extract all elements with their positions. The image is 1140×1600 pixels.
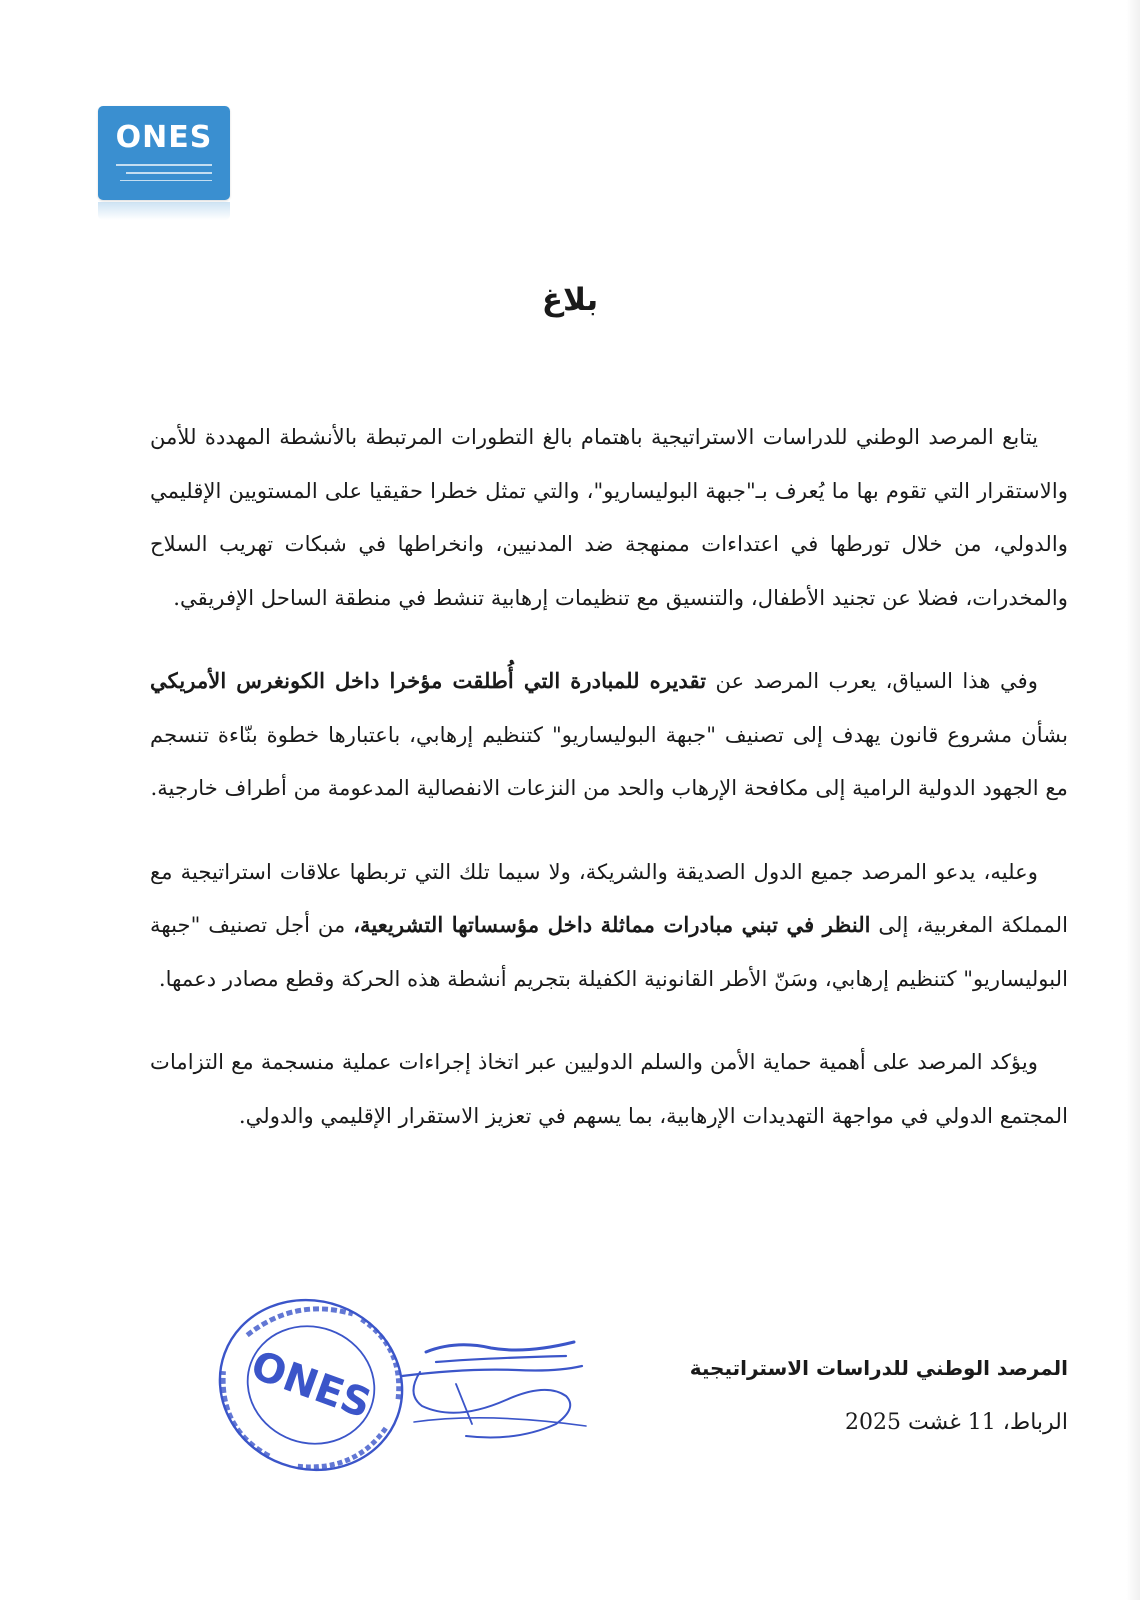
bold-text-segment: تقديره للمبادرة التي أُطلقت مؤخرا داخل الكونغرس الأمريكي xyxy=(150,668,707,693)
logo-text: ONES xyxy=(115,120,213,155)
logo-subtitle-line xyxy=(120,180,212,181)
body-paragraph xyxy=(150,845,1068,1006)
handwritten-signature xyxy=(396,1332,606,1452)
document-body xyxy=(150,410,1068,1172)
page-edge-shadow xyxy=(1126,0,1140,1600)
text-segment: بشأن مشروع قانون يهدف إلى تصنيف "جبهة البوليساريو" كتنظيم إرهابي، باعتبارها خطوة بنّاءة تنسجم مع الجهود الدولية الرامية إلى مكافحة الإرهاب والحد من النزعات الانفصالية المدعومة من أطراف خارجية. xyxy=(150,721,1068,800)
ones-logo xyxy=(98,106,230,200)
logo-subtitle-line xyxy=(116,164,212,166)
logo-subtitle-line xyxy=(126,172,212,174)
document-date: الرباط، 11 غشت 2025 xyxy=(845,1410,1068,1435)
body-paragraph xyxy=(150,410,1068,624)
text-segment: من أجل تصنيف "جبهة البوليساريو" كتنظيم إرهابي، وسَنّ الأطر القانونية الكفيلة بتجريم أنشطة هذه الحركة وقطع مصادر دعمها. xyxy=(150,912,1068,991)
body-paragraph xyxy=(150,654,1068,815)
body-paragraph xyxy=(150,1035,1068,1142)
bold-text-segment: النظر في تبني مبادرات مماثلة داخل مؤسساتها التشريعية، xyxy=(353,912,871,937)
text-segment: وفي هذا السياق، يعرب المرصد عن xyxy=(706,668,1039,693)
signatory-organization: المرصد الوطني للدراسات الاستراتيجية xyxy=(689,1356,1068,1380)
text-segment: ويؤكد المرصد على أهمية حماية الأمن والسلم الدوليين عبر اتخاذ إجراءات عملية منسجمة مع التزامات المجتمع الدولي في مواجهة التهديدات الإرهابية، بما يسهم في تعزيز الاستقرار الإقليمي والدولي. xyxy=(150,1049,1068,1128)
stamp-logo-text: ONES xyxy=(245,1342,377,1428)
logo-reflection xyxy=(98,202,230,220)
document-title: بلاغ xyxy=(541,282,599,318)
text-segment: وعليه، يدعو المرصد جميع الدول الصديقة والشريكة، ولا سيما تلك التي تربطها علاقات استراتيجية مع المملكة المغربية، إلى xyxy=(150,858,1068,937)
text-segment: يتابع المرصد الوطني للدراسات الاستراتيجية باهتمام بالغ التطورات المرتبطة بالأنشطة المهددة للأمن والاستقرار التي تقوم بها ما يُعرف بـ"جبهة البوليساريو"، والتي تمثل خطرا حقيقيا على المستويين الإقليمي والدولي، من خلال تورطها في اعتداءات ممنهجة ضد المدنيين، وانخراطها في شبكات تهريب السلاح والمخدرات، فضلا عن تجنيد الأطفال، والتنسيق مع تنظيمات إرهابية تنشط في منطقة الساحل الإفريقي. xyxy=(150,424,1068,610)
official-stamp xyxy=(206,1290,416,1480)
